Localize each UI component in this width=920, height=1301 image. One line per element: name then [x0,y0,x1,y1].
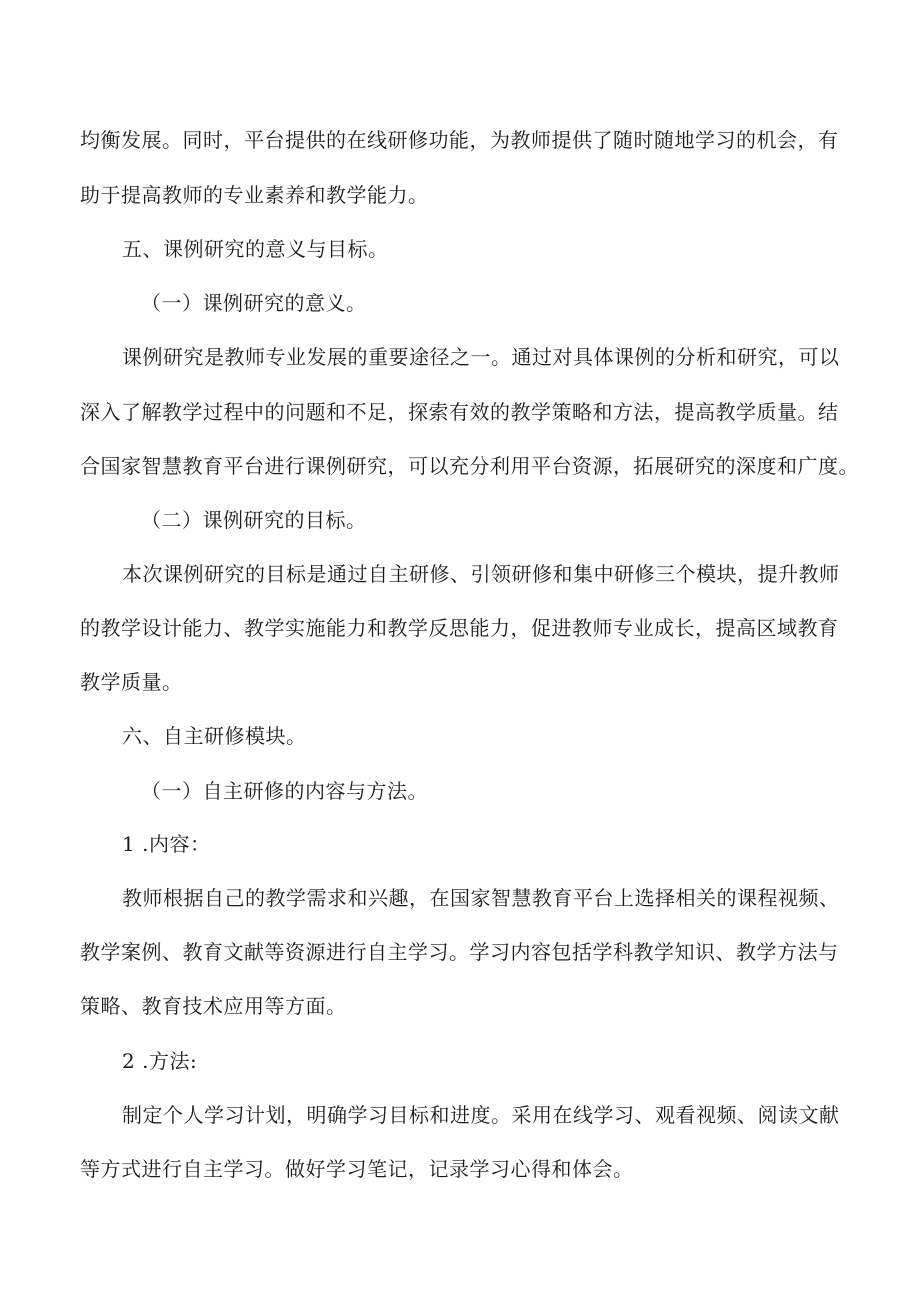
paragraph-line: 教学案例、教育文献等资源进行自主学习。学习内容包括学科教学知识、教学方法与 [80,940,839,964]
paragraph-line: 深入了解教学过程中的问题和不足，探索有效的教学策略和方法，提高教学质量。结 [80,400,839,424]
paragraph-line: 本次课例研究的目标是通过自主研修、引领研修和集中研修三个模块，提升教师 [122,562,840,586]
paragraph-line: 的教学设计能力、教学实施能力和教学反思能力，促进教师专业成长，提高区域教育 [80,616,839,640]
paragraph-line: 合国家智慧教育平台进行课例研究，可以充分利用平台资源，拓展研究的深度和广度。 [80,454,859,478]
section-heading: 五、课例研究的意义与目标。 [122,237,389,261]
paragraph-line: 助于提高教师的专业素养和教学能力。 [80,183,429,207]
subsection-heading: （一）自主研修的内容与方法。 [141,779,428,803]
section-heading: 六、自主研修模块。 [122,724,307,748]
paragraph-line: 策略、教育技术应用等方面。 [80,994,347,1018]
paragraph-line: 课例研究是教师专业发展的重要途径之一。通过对具体课例的分析和研究，可以 [122,345,840,369]
paragraph-line: 教学质量。 [80,670,183,694]
paragraph-line: 制定个人学习计划，明确学习目标和进度。采用在线学习、观看视频、阅读文献 [122,1103,840,1127]
subsection-heading: （二）课例研究的目标。 [141,508,367,532]
paragraph-line: 均衡发展。同时，平台提供的在线研修功能，为教师提供了随时随地学习的机会，有 [80,128,839,152]
list-item-label: 1 .内容： [122,832,211,856]
subsection-heading: （一）课例研究的意义。 [141,291,367,315]
paragraph-line: 等方式进行自主学习。做好学习笔记，记录学习心得和体会。 [80,1157,634,1181]
list-item-label: 2 .方法: [122,1049,198,1073]
paragraph-line: 教师根据自己的教学需求和兴趣，在国家智慧教育平台上选择相关的课程视频、 [122,886,840,910]
